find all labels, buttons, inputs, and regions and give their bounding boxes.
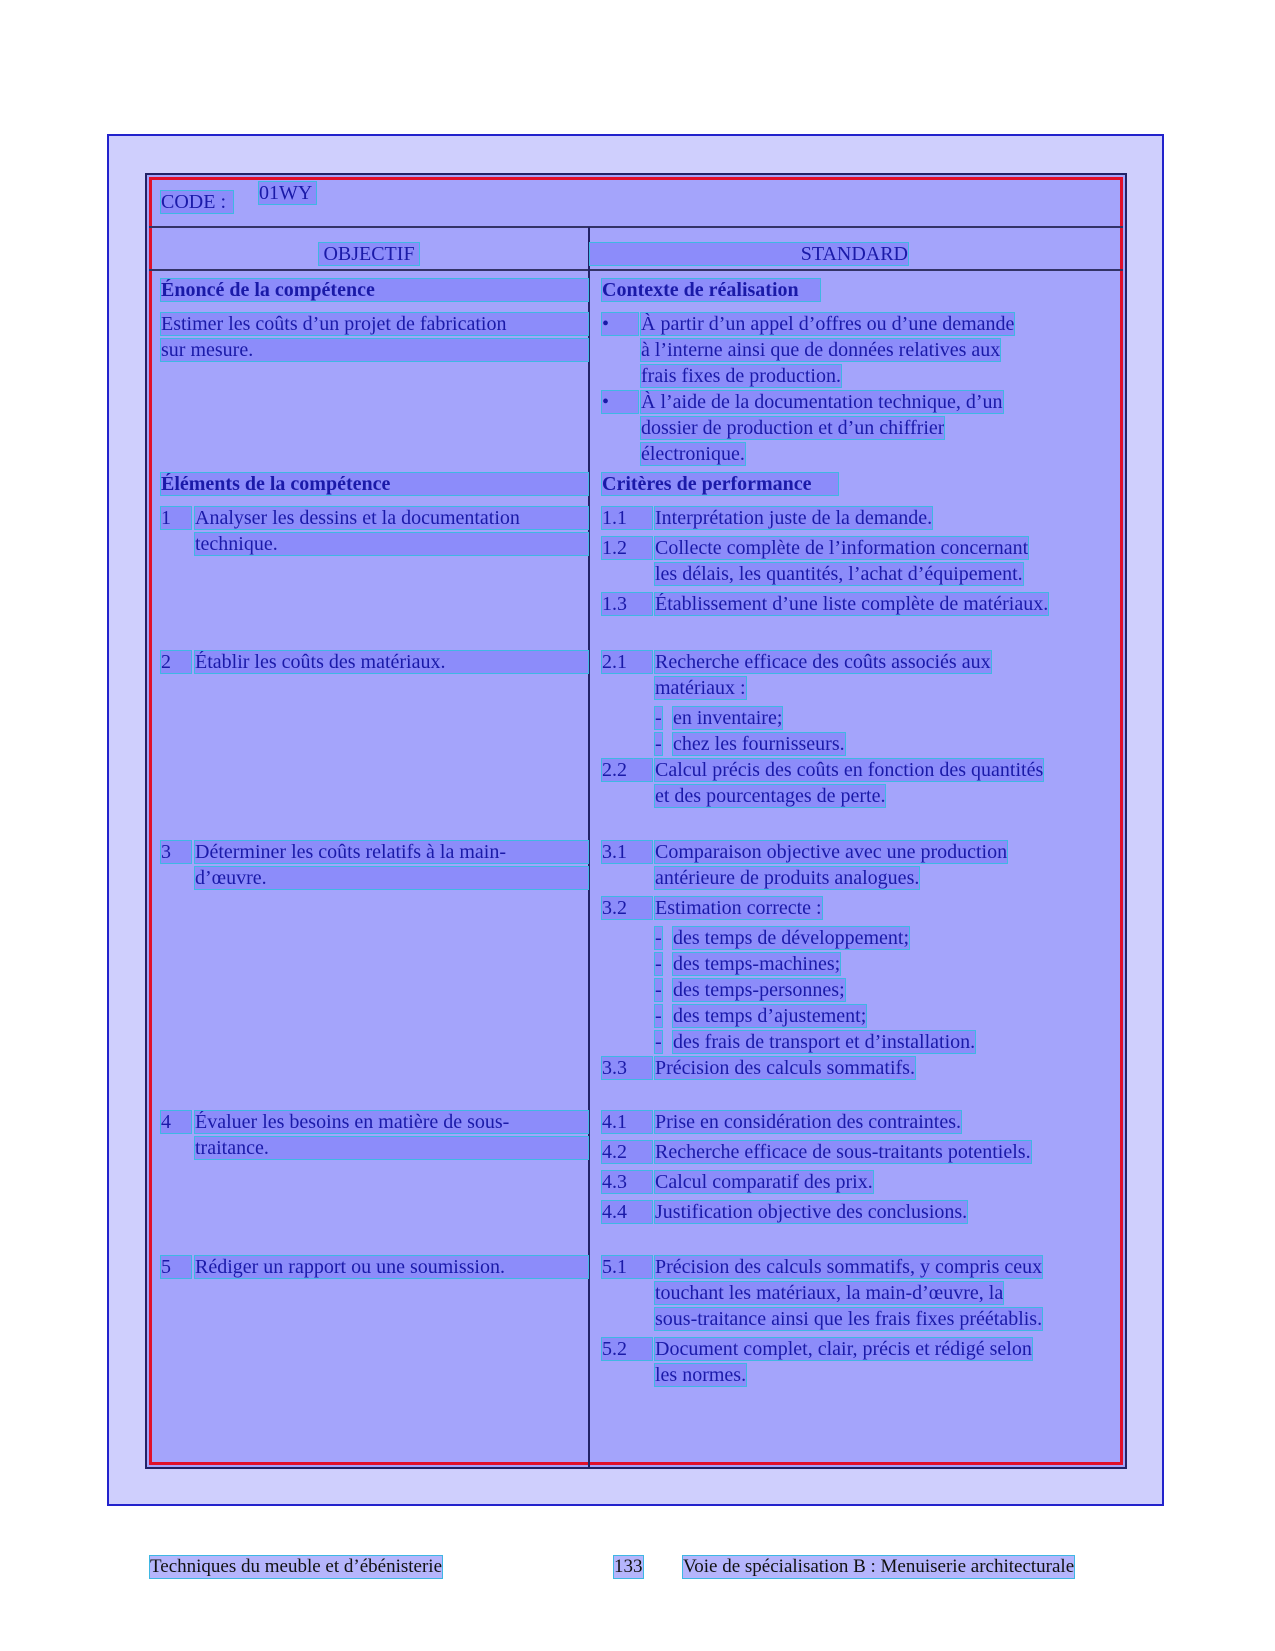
column-divider (588, 227, 590, 1467)
footer-specialization: Voie de spécialisation B : Menuiserie architecturale (683, 1556, 1075, 1577)
critere-line: les normes. (655, 1364, 747, 1386)
contexte-heading: Contexte de réalisation (602, 279, 820, 301)
contexte-line: frais fixes de production. (641, 365, 841, 387)
critere-line: Collecte complète de l’information concernant (655, 537, 1029, 559)
critere-number: 4.2 (602, 1141, 652, 1163)
standard-header: STANDARD (590, 243, 908, 265)
contexte-bullet: • (602, 391, 638, 413)
code-value: 01WY (259, 182, 316, 204)
contexte-line: À partir d’un appel d’offres ou d’une demande (641, 313, 1015, 335)
critere-line: Recherche efficace de sous-traitants potentiels. (655, 1141, 1031, 1163)
element-line: Rédiger un rapport ou une soumission. (195, 1256, 588, 1278)
contexte-line: électronique. (641, 443, 745, 465)
critere-number: 5.2 (602, 1338, 652, 1360)
element-number: 2 (161, 651, 191, 673)
critere-line: et des pourcentages de perte. (655, 785, 886, 807)
critere-line: antérieure de produits analogues. (655, 867, 920, 889)
critere-number: 2.2 (602, 759, 652, 781)
critere-line: touchant les matériaux, la main-d’œuvre, la (655, 1282, 1004, 1304)
footer-program: Techniques du meuble et d’ébénisterie (150, 1556, 443, 1577)
element-line: traitance. (195, 1137, 588, 1159)
critere-number: 5.1 (602, 1256, 652, 1278)
header-row-divider (149, 269, 1123, 271)
critere-sub-item: des temps-personnes; (673, 979, 845, 1001)
contexte-line: à l’interne ainsi que de données relatives aux (641, 339, 1001, 361)
critere-sub-dash: - (655, 1031, 662, 1053)
critere-number: 4.4 (602, 1201, 652, 1223)
code-row-divider (149, 226, 1123, 228)
critere-sub-dash: - (655, 1005, 662, 1027)
critere-line: Recherche efficace des coûts associés aux (655, 651, 991, 673)
code-label: CODE : (161, 191, 233, 213)
objectif-header: OBJECTIF (319, 243, 419, 265)
contexte-bullet: • (602, 313, 638, 335)
criteres-heading: Critères de performance (602, 473, 838, 495)
critere-sub-item: des frais de transport et d’installation. (673, 1031, 976, 1053)
critere-line: Document complet, clair, précis et rédigé selon (655, 1338, 1032, 1360)
element-line: Établir les coûts des matériaux. (195, 651, 588, 673)
critere-number: 1.1 (602, 507, 652, 529)
critere-line: Précision des calculs sommatifs. (655, 1057, 915, 1079)
critere-line: Établissement d’une liste complète de matériaux. (655, 593, 1049, 615)
element-line: Déterminer les coûts relatifs à la main- (195, 841, 588, 863)
footer-page-number: 133 (614, 1556, 643, 1577)
element-number: 3 (161, 841, 191, 863)
critere-sub-dash: - (655, 733, 662, 755)
elements-heading: Éléments de la compétence (161, 473, 588, 495)
critere-number: 1.2 (602, 537, 652, 559)
critere-line: Calcul précis des coûts en fonction des quantités (655, 759, 1044, 781)
critere-line: Estimation correcte : (655, 897, 822, 919)
critere-sub-item: en inventaire; (673, 707, 783, 729)
critere-line: Prise en considération des contraintes. (655, 1111, 962, 1133)
critere-line: sous-traitance ainsi que les frais fixes préétablis. (655, 1308, 1043, 1330)
critere-number: 3.3 (602, 1057, 652, 1079)
critere-sub-dash: - (655, 927, 662, 949)
critere-line: les délais, les quantités, l’achat d’équipement. (655, 563, 1023, 585)
critere-sub-item: des temps-machines; (673, 953, 841, 975)
element-line: Analyser les dessins et la documentation (195, 507, 588, 529)
critere-number: 3.1 (602, 841, 652, 863)
critere-sub-dash: - (655, 979, 662, 1001)
critere-number: 4.1 (602, 1111, 652, 1133)
critere-number: 1.3 (602, 593, 652, 615)
element-number: 4 (161, 1111, 191, 1133)
element-line: d’œuvre. (195, 867, 588, 889)
critere-sub-item: chez les fournisseurs. (673, 733, 845, 755)
critere-line: matériaux : (655, 677, 746, 699)
element-number: 1 (161, 507, 191, 529)
critere-number: 3.2 (602, 897, 652, 919)
critere-line: Calcul comparatif des prix. (655, 1171, 873, 1193)
critere-line: Interprétation juste de la demande. (655, 507, 933, 529)
critere-sub-dash: - (655, 707, 662, 729)
contexte-line: À l’aide de la documentation technique, d’un (641, 391, 1003, 413)
critere-sub-item: des temps de développement; (673, 927, 910, 949)
critere-number: 4.3 (602, 1171, 652, 1193)
critere-number: 2.1 (602, 651, 652, 673)
critere-sub-dash: - (655, 953, 662, 975)
enonce-heading: Énoncé de la compétence (161, 279, 588, 301)
critere-line: Comparaison objective avec une production (655, 841, 1008, 863)
critere-line: Justification objective des conclusions. (655, 1201, 968, 1223)
element-number: 5 (161, 1256, 191, 1278)
critere-sub-item: des temps d’ajustement; (673, 1005, 867, 1027)
enonce-line: sur mesure. (161, 339, 588, 361)
enonce-line: Estimer les coûts d’un projet de fabrication (161, 313, 588, 335)
element-line: Évaluer les besoins en matière de sous- (195, 1111, 588, 1133)
contexte-line: dossier de production et d’un chiffrier (641, 417, 945, 439)
critere-line: Précision des calculs sommatifs, y compris ceux (655, 1256, 1043, 1278)
element-line: technique. (195, 533, 588, 555)
